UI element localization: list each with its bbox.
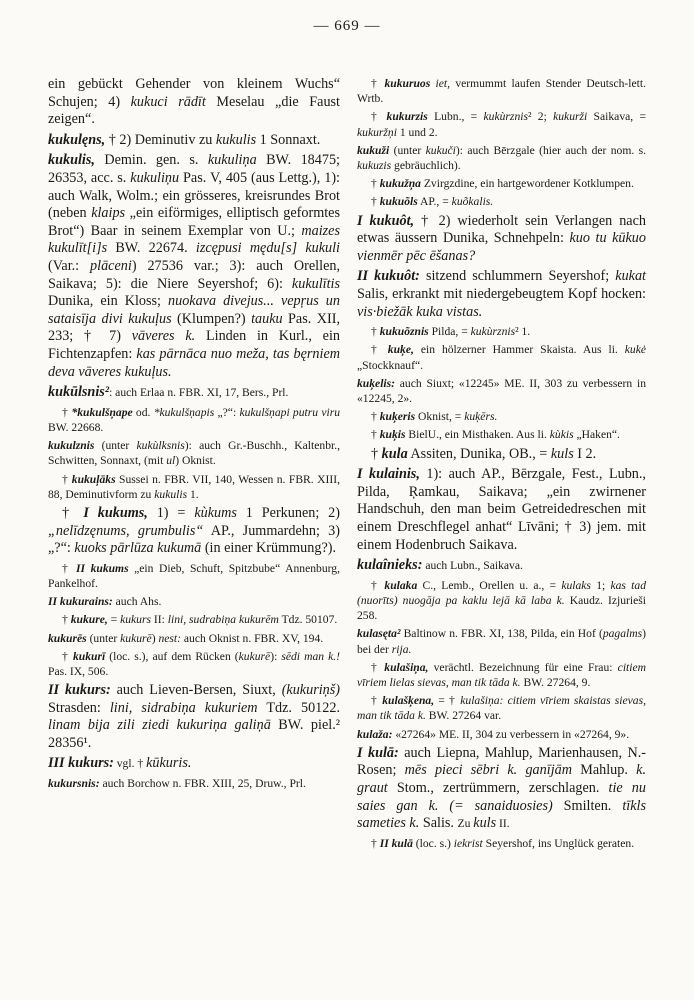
entry-text: izcępusi mędu[s] kukuli — [195, 240, 340, 257]
entry-text: † — [371, 110, 387, 124]
entry-text: kukuzis — [357, 159, 392, 173]
entry-text: † — [62, 405, 72, 419]
dictionary-entry — [357, 76, 646, 106]
entry-text: ) — [151, 631, 159, 645]
entry-text: ) bei der — [357, 627, 646, 656]
entry-text: BW. 27264 var. — [425, 709, 502, 723]
entry-text: † — [371, 445, 382, 462]
entry-text: Assiten, Dunika, OB., = — [407, 445, 551, 462]
dictionary-entry — [357, 268, 646, 321]
entry-text: ) Oknist. — [175, 454, 216, 468]
entry-text: † — [371, 836, 380, 850]
entry-text: ul — [166, 454, 176, 468]
entry-text: „ein Dieb, Schuft, Spitzbube“ Annenburg, Pankelhof. — [48, 561, 340, 590]
entry-text: Saikava, = — [587, 110, 647, 124]
entry-text: 1 und 2. — [396, 125, 438, 139]
entry-headword: I kukums, — [83, 504, 148, 521]
entry-text: (kukuriņš) — [281, 682, 340, 699]
entry-text: Strasden: — [48, 699, 110, 716]
entry-text: ein gebückt Gehender von kleinem Wuchs“ Schujen; 4) — [48, 76, 340, 110]
entry-text: † — [371, 325, 380, 339]
entry-headword: kulasęta — [357, 627, 397, 641]
dictionary-entry — [48, 76, 340, 129]
entry-text: kuõkalis. — [451, 195, 494, 209]
entry-text: I 2. — [573, 445, 597, 462]
entry-headword: kukure, — [70, 613, 108, 627]
entry-text: *kukulšņapis — [153, 405, 215, 419]
entry-headword: kulaža: — [357, 727, 393, 741]
dictionary-entry — [48, 776, 340, 791]
entry-headword: II kukurains: — [48, 595, 113, 609]
entry-text: (unter — [86, 631, 121, 645]
entry-headword: kulašiņa, — [384, 660, 429, 674]
dictionary-entry — [357, 342, 646, 372]
entry-text: (loc. s.) — [412, 836, 454, 850]
entry-text: † — [371, 428, 380, 442]
entry-text: † — [62, 561, 76, 575]
entry-text: Kaudz. Izjurieši 258. — [357, 593, 646, 623]
entry-text: auch Lieven-Bersen, Siuxt, — [110, 682, 282, 699]
dictionary-entry — [357, 176, 646, 191]
entry-text: (unter — [389, 143, 426, 157]
dictionary-entry — [357, 213, 646, 266]
entry-text: Salis, erkrankt mit niedergebeugtem Kopf hocken: — [357, 286, 646, 302]
entry-text: kukuliņu — [130, 169, 180, 186]
entry-text: kūkuris. — [146, 755, 192, 772]
entry-text: Tdz. 50122. — [257, 699, 340, 716]
entry-text: iekrist — [453, 836, 483, 850]
entry-text: kukulis — [154, 487, 188, 501]
entry-text: BielU., ein Misthaken. Aus li. — [405, 428, 550, 442]
entry-text: † — [62, 613, 71, 627]
dictionary-entry — [48, 132, 340, 150]
entry-text: „nelīdzęnums, grumbulis“ — [48, 522, 204, 539]
entry-text: II: — [151, 613, 168, 627]
entry-text: Pas. IX, 506. — [48, 664, 109, 678]
dictionary-entry — [48, 755, 340, 773]
dictionary-entry — [357, 324, 646, 339]
entry-headword: kuķis — [379, 428, 406, 442]
entry-text: „?“: — [214, 405, 240, 419]
entry-text: od. — [132, 405, 154, 419]
entry-text: † — [371, 694, 383, 708]
entry-text: kukuci rādīt — [130, 93, 206, 110]
entry-text: vermummt laufen Stender Deutsch-lett. Wrtb. — [357, 77, 646, 106]
dictionary-entry — [48, 594, 340, 609]
entry-text: kùkis — [549, 428, 574, 442]
dictionary-entry — [48, 384, 340, 402]
entry-text: kulašiņa: citiem vīriem skaistas sievas, man tik tāda k. — [357, 694, 647, 723]
entry-text: † — [371, 195, 380, 209]
dictionary-entry — [48, 405, 340, 435]
entry-text: „ein eiförmiges, elliptisch geformtes Brot“) Baar in seinem Exemplar von U.; — [48, 205, 340, 239]
entry-text: ² 2; — [527, 110, 554, 124]
entry-headword: kukužņa — [379, 177, 421, 191]
entry-headword: kukulęns, — [48, 131, 106, 148]
entry-headword: I kukuôt, — [357, 212, 415, 229]
entry-headword: kukūlsnis — [48, 384, 105, 401]
entry-text: kukulītis — [291, 275, 340, 292]
entry-text: 1) = — [147, 504, 195, 521]
dictionary-entry — [357, 660, 646, 690]
entry-headword: II kukurs: — [48, 682, 111, 699]
entry-text: Meselau „die Faust zeigen“. — [48, 93, 340, 128]
entry-text: Mahlup. — [571, 762, 637, 779]
entry-text: BW. 22674. — [107, 240, 196, 257]
dictionary-entry — [48, 438, 340, 468]
entry-text: 1 Sonnaxt. — [256, 131, 321, 148]
entry-text: vāveres k. — [131, 328, 196, 345]
entry-text: kuls — [473, 815, 497, 832]
entry-text: † — [371, 410, 380, 424]
dictionary-entry — [48, 682, 340, 752]
dictionary-entry — [357, 466, 646, 554]
entry-text: lini, sudrabiņa kukurēm — [167, 613, 279, 627]
entry-text: Zu — [457, 817, 474, 831]
entry-text: kukùrznis — [483, 110, 528, 124]
entry-text: Pas. V, 405 (aus Lettg.), 1): auch Walk, Wolm.; ein grösseres, kreisrundes Brot (neben — [48, 169, 340, 222]
entry-text: AP., = — [417, 195, 452, 209]
entry-text: 1. — [187, 487, 199, 501]
entry-headword: kukuõznis — [379, 325, 429, 339]
entry-headword: kukurēs — [48, 631, 87, 645]
entry-headword: kulaka — [384, 578, 418, 592]
entry-text: Linden in Kurl., ein Fichtenzapfen: — [48, 328, 340, 362]
dictionary-entry — [48, 649, 340, 679]
entry-text: BW. 22668. — [48, 420, 104, 434]
entry-text: sēdi man k.! — [281, 649, 340, 663]
entry-text: iet, — [435, 77, 451, 90]
entry-text: kukė — [624, 343, 647, 357]
entry-text: „Haken“. — [573, 428, 620, 442]
entry-text: kukuliņa — [207, 152, 257, 169]
dictionary-entry — [357, 194, 646, 209]
entry-headword: kukuži — [357, 143, 390, 157]
entry-headword: kukulis, — [48, 152, 95, 169]
entry-text: kukùlksnis — [136, 439, 185, 453]
entry-text: tauku — [251, 310, 283, 327]
entry-headword: II kukums — [76, 561, 129, 575]
entry-text: auch Oknist n. FBR. XV, 194. — [181, 631, 324, 645]
dictionary-entry — [357, 143, 646, 173]
entry-text: : auch Erlaa n. FBR. XI, 17, Bers., Prl. — [109, 386, 289, 400]
dictionary-entry — [357, 626, 646, 656]
entry-text: auch Siuxt; «12245» ME. II, 303 zu verbessern in «12245, 2». — [357, 376, 646, 405]
entry-headword: kula — [381, 445, 408, 462]
entry-text: 1): auch AP., Bērzgale, Fest., Lubn., Pilda, Ŗamkau, Saikava; „ein zwirnener Handschuh, den man beim Getreidedreschen mit einem Dreschflegel anhat“ Līvāni; † 3) jem. mit einem Hodenbruch Saikava. — [357, 466, 646, 553]
entry-text: (Klumpen?) — [171, 310, 252, 327]
entry-text: kukurē — [238, 649, 271, 663]
entry-text: vis·biežāk kuka vistas. — [357, 303, 483, 320]
entry-text: ein hölzerner Hammer Skaista. Aus li. — [413, 343, 625, 357]
entry-text: = — [107, 613, 121, 627]
entry-text: kas tad (nuorīts) nuogāja pa kaklu lejā kā laba k. — [357, 578, 646, 607]
entry-text: gebräuchlich). — [391, 159, 461, 173]
entry-text: kukulšņapi putru viru — [239, 405, 340, 419]
entry-text: † — [371, 578, 385, 592]
entry-text: kuoks pārlūza kukumā — [74, 540, 202, 557]
entry-text: † — [62, 649, 73, 663]
entry-text: † — [371, 177, 380, 191]
entry-text: mēs pieci sēbri k. ganījām — [404, 762, 572, 779]
entry-headword: ² — [396, 627, 401, 641]
entry-text: † 2) Deminutiv zu — [105, 131, 216, 148]
entry-headword: I kulā: — [357, 744, 399, 761]
dictionary-entry — [48, 561, 340, 591]
entry-text: ): auch Bērzgale (hier auch der nom. s. — [455, 143, 646, 157]
entry-text: Tdz. 50107. — [278, 613, 338, 627]
entry-text: Pilda, = — [428, 325, 471, 339]
entry-text: kas pārnāca nuo meža, tas bęrniem deva vāveres kukuļus. — [48, 345, 341, 380]
entry-text: Oknist, = — [415, 410, 465, 424]
entry-text: auch Lubn., Saikava. — [422, 559, 523, 573]
entry-headword: III kukurs: — [48, 755, 114, 772]
entry-text: (Var.: — [48, 257, 91, 274]
entry-text: kùkums — [194, 504, 237, 521]
dictionary-entry — [357, 409, 646, 424]
left-column — [48, 76, 340, 794]
entry-text: nuokava divejus... vepŗus un sataisīja divi kukuļus — [48, 293, 340, 327]
entry-text: † — [371, 660, 385, 674]
right-column — [357, 76, 646, 854]
entry-text: † — [62, 504, 84, 521]
entry-text: kukurs — [120, 613, 152, 627]
entry-headword: kukuruos — [384, 77, 431, 90]
dictionary-entry — [48, 631, 340, 646]
entry-headword: kulaînieks: — [357, 557, 423, 574]
entry-headword: kukulznis — [48, 439, 95, 453]
dictionary-entry — [357, 578, 646, 624]
entry-text: auch Borchow n. FBR. XIII, 25, Druw., Prl. — [99, 777, 306, 791]
entry-text: C., Lemb., Orellen u. a., = — [417, 578, 562, 592]
entry-text: kukuržņi — [357, 125, 397, 139]
entry-text: ): auch Gr.-Buschh., Kaltenbr., Schwitten, Sonnaxt, (mit — [48, 439, 341, 468]
dictionary-entry — [357, 557, 646, 575]
entry-text: Zvirgzdine, ein hartgewordener Kotklumpen. — [420, 177, 634, 191]
entry-text: ): — [270, 649, 282, 663]
entry-text: BW. 18475; 26353, acc. s. — [48, 152, 340, 186]
entry-text: rija. — [391, 642, 412, 656]
entry-text: Sussei n. FBR. VII, 140, Wessen n. FBR. XIII, 88, Deminutivform zu — [48, 472, 340, 501]
entry-headword: II kukuôt: — [357, 268, 420, 285]
entry-text: Lubn., = — [427, 110, 484, 124]
dictionary-entry — [357, 109, 646, 139]
entry-text: sitzend schlummern Seyershof; — [419, 268, 616, 285]
entry-text: tīkls sameties k. — [357, 797, 646, 832]
entry-text: Smilten. — [552, 797, 623, 814]
dictionary-entry — [48, 472, 340, 502]
entry-text: linam bija zili ziedi kukuriņa galiņā — [48, 717, 271, 734]
entry-text: † — [371, 343, 388, 357]
entry-text: kukulis — [215, 131, 257, 148]
entry-text: II. — [496, 817, 510, 831]
entry-text: tie nu saies gan k. (= sanaiduosies) — [357, 779, 646, 814]
entry-text: BW. piel.² 28356¹. — [48, 717, 340, 751]
entry-text: Stom., zertrümmern, zerschlagen. — [387, 779, 609, 796]
dictionary-entry — [48, 612, 340, 627]
entry-text: Salis. — [419, 815, 458, 832]
entry-text: kuķērs. — [464, 410, 498, 424]
entry-headword: *kukulšņape — [71, 405, 133, 419]
dictionary-entry — [357, 376, 646, 406]
entry-headword: kukuõls — [379, 195, 418, 209]
entry-text: kukat — [615, 268, 646, 285]
entry-headword: II kulā — [379, 836, 413, 850]
entry-text: † 2) wiederholt sein Verlangen nach etwas äussern Dunika, Schnehpeln: — [357, 212, 646, 247]
entry-text: (unter — [94, 439, 137, 453]
entry-text: auch Liepna, Mahlup, Marienhausen, N.-Rosen; — [357, 744, 646, 779]
entry-text: maizes kukulīt[i]s — [48, 222, 340, 257]
entry-text: = † — [434, 694, 461, 708]
entry-text: kukurē — [120, 631, 152, 645]
dictionary-entry — [357, 745, 646, 833]
entry-text: kuls — [550, 445, 574, 462]
entry-text: kuo tu kūkuo vienmēr pēc ēšanas? — [357, 230, 646, 264]
entry-text: BW. 27264, 9. — [520, 675, 591, 689]
entry-headword: kuķe, — [387, 343, 414, 357]
entry-text: ² 1. — [515, 325, 531, 339]
entry-text: kukùrznis — [470, 325, 516, 339]
entry-text: Seyershof, ins Unglück geraten. — [482, 836, 635, 850]
entry-text: pagalms — [602, 627, 643, 641]
dictionary-entry — [357, 727, 646, 742]
entry-text: Demin. gen. s. — [94, 152, 208, 169]
entry-text: verächtl. Bezeichnung für eine Frau: — [428, 660, 618, 674]
entry-text: 1 Perkunen; 2) — [236, 504, 340, 521]
entry-headword: kukurī — [73, 649, 106, 663]
entry-text: (in einer Krümmung?). — [201, 540, 337, 557]
entry-text: nest: — [158, 631, 182, 645]
entry-text: Baltinow n. FBR. XI, 138, Pilda, ein Hof ( — [400, 627, 603, 641]
dictionary-entry — [48, 505, 340, 558]
dictionary-entry — [357, 693, 646, 723]
entry-headword: kukurzis — [386, 110, 428, 124]
entry-text: Pas. XII, 233; † 7) — [48, 310, 340, 345]
dictionary-entry — [357, 427, 646, 442]
entry-text: † — [62, 472, 72, 486]
entry-text: Dunika, ein Kloss; — [48, 293, 168, 310]
dictionary-entry — [357, 836, 646, 851]
entry-text: k. graut — [357, 762, 647, 796]
entry-text: ) 27536 var.; 3): auch Orellen, Saikava; 5): die Niere Seyershof; 6): — [48, 257, 341, 292]
entry-text: kulaks — [561, 578, 591, 592]
entry-headword: I kulainis, — [357, 466, 420, 483]
entry-text: AP., Jummardehn; 3) „?“: — [48, 522, 340, 557]
entry-headword: ² — [104, 384, 110, 401]
entry-text: «27264» ME. II, 304 zu verbessern in «27264, 9». — [392, 727, 630, 741]
entry-text: vgl. † — [113, 757, 147, 771]
entry-headword: kulašķena, — [382, 694, 435, 708]
entry-headword: kuķelis: — [357, 376, 396, 390]
entry-text: (loc. s.), auf dem Rücken ( — [105, 649, 239, 663]
entry-text: kukuči — [425, 143, 456, 157]
dictionary-entry — [48, 152, 340, 381]
entry-text: plāceni — [90, 257, 132, 274]
entry-text: 1; — [590, 578, 611, 592]
entry-text: † — [371, 77, 385, 90]
entry-headword: kukuļāks — [71, 472, 116, 486]
entry-text: citiem vīriem lielas sievas, man tik tāda k. — [357, 660, 646, 689]
entry-text: lini, sidrabiņa kukuriem — [109, 699, 258, 716]
entry-text: „Stockknauf“. — [357, 358, 423, 372]
entry-headword: kuķeris — [379, 410, 416, 424]
dictionary-entry — [357, 446, 646, 464]
entry-text: kukurži — [553, 110, 588, 124]
entry-headword: kukursnis: — [48, 777, 100, 791]
entry-text: klaips — [91, 205, 126, 222]
page-number: — 669 — — [313, 18, 381, 34]
entry-text: auch Ahs. — [112, 595, 162, 609]
